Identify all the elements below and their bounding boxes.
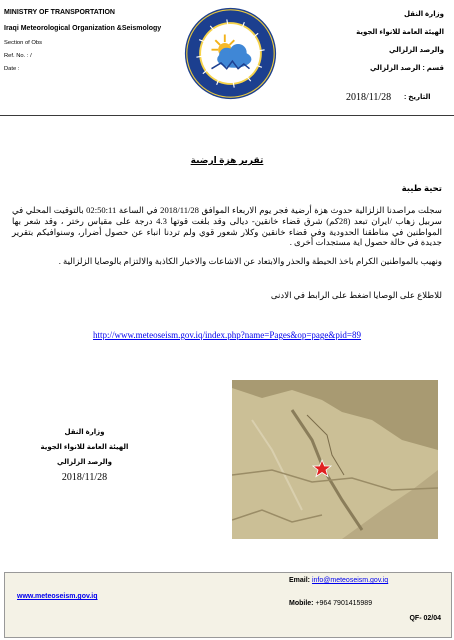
ar-seismology: والرصد الزلزالي: [389, 47, 444, 54]
ar-ministry: وزارة النقل: [403, 11, 444, 18]
guidelines-link[interactable]: http://www.meteoseism.gov.iq/index.php?name=Pages&op=page&pid=89: [92, 330, 362, 340]
signature-block: [32, 425, 137, 485]
section-label: Section of Obs: [4, 40, 43, 46]
header-date: 2018/11/28: [346, 92, 392, 103]
page-footer: [4, 572, 452, 638]
header-meta: [4, 39, 194, 78]
report-paragraph-2: ونهيب بالمواطنين الكرام باخذ الحيطة والحذر والابتعاد عن الاشاعات والاخبار الكاذبة والالتزام بالوصايا الزلزالية .: [58, 256, 442, 266]
header-english: [4, 8, 194, 78]
website-link[interactable]: www.meteoseism.gov.iq: [17, 593, 98, 600]
mobile-line: [289, 600, 372, 607]
sig-date: 2018/11/28: [61, 472, 108, 483]
ministry-name: MINISTRY OF TRANSPORTATION: [4, 9, 115, 16]
email-line: [289, 577, 388, 584]
header-arabic: [284, 10, 444, 82]
email-link[interactable]: info@meteoseism.gov.iq: [311, 577, 389, 584]
ar-organization: الهيئة العامة للانواء الجوية: [356, 29, 444, 36]
report-title: تقرير هزة ارضية: [190, 155, 264, 165]
header-divider: [0, 115, 454, 116]
sig-seismology: والرصد الزلزالي: [57, 459, 112, 466]
epicenter-map: [232, 380, 438, 539]
mobile-number: +964 7901415989: [315, 600, 373, 607]
report-paragraph-3: للاطلاع على الوصايا اضغط على الرابط في الادنى: [270, 290, 442, 300]
organization-name: Iraqi Meteorological Organization &Seismology: [4, 25, 162, 32]
date-label-en: Date :: [4, 66, 20, 72]
report-paragraph-1: سجلت مراصدنا الزلزالية حدوث هزة أرضية فجر يوم الاربعاء الموافق 2018/11/28 في الساعة 02:50:11 بالتوقيت المحلي في سربيل زهاب /ايران تبعد (28كم) شرق قضاء خانقين- ديالى وقد بلغت قوتها 4.3 درجة على مقياس رختر ، وقد شعر بها المواطنين في مناطقنا الحدودية وفي قضاء خانقين وكلار شعور قوي ولم تردنا انباء عن حصول أضرار، وسنوافيكم بتقرير جديدة في حالة حصول اية مستجدات أخرى .: [12, 205, 442, 248]
email-label: Email:: [289, 577, 311, 584]
ar-section: قسم : الرصد الزلزالي: [369, 65, 444, 72]
ar-date-label: التاريخ :: [404, 94, 431, 101]
organization-logo: [183, 6, 278, 101]
sig-ministry: وزارة النقل: [64, 429, 105, 436]
ref-number: Ref. No. : /: [4, 53, 32, 59]
sig-organization: الهيئة العامة للانواء الجوية: [40, 444, 129, 451]
mobile-label: Mobile:: [289, 600, 314, 607]
greeting: تحية طيبة: [401, 183, 442, 193]
form-code: QF- 02/04: [409, 615, 441, 622]
